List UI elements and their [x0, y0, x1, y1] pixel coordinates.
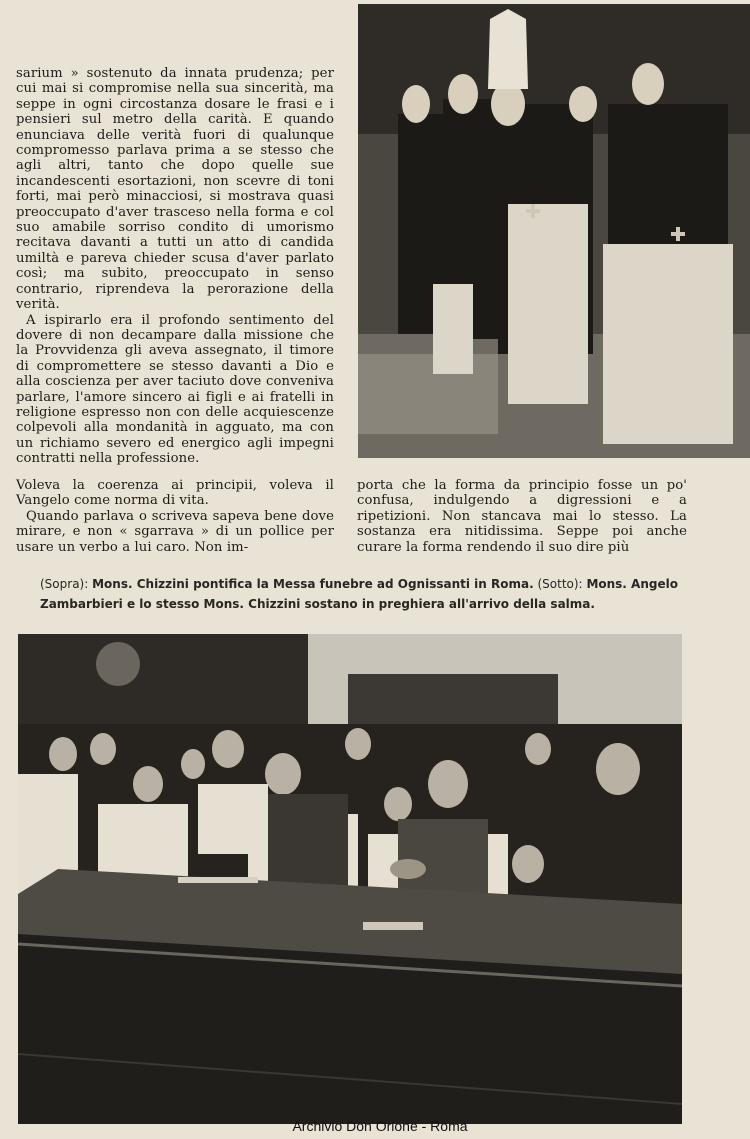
- caption-label-top: (Sopra):: [40, 577, 89, 591]
- article-paragraph: A ispirarlo era il profondo sentimento del dovere di non decampare dalla missione che la Provvidenza gli aveva assegnato, il timore di compromettere se stesso davanti a Dio e alla coscienza per aver taciuto dove conveniva parlare, l'amore sincero ai figli e ai fratelli in religione espresso non con delle acquiescenze colpevoli alla mondanità in agguato, ma con un richiamo severo ed energico agli impegni contratti nella professione.: [16, 312, 334, 467]
- photo-arrival-of-coffin: [18, 634, 682, 1124]
- caption-text-bottom: Mons. Angelo Zambarbieri e lo stesso Mons. Chizzini sostano in preghiera all'arrivo della salma.: [40, 577, 678, 611]
- article-paragraph: sarium » sostenuto da innata prudenza; per cui mai si compromise nella sua sincerità, ma seppe in ogni circostanza dosare le frasi e i pensieri sul metro della carità. E quando enunciava delle verità fuori di qualunque compromesso parlava prima a se stesso che agli altri, tanto che dopo quelle sue incandescenti esortazioni, non scevre di toni forti, mai però minacciosi, si mostrava quasi preoccupato d'aver trasceso nella forma e col suo amabile sorriso condito di umorismo recitava davanti a tutti un atto di candida umiltà e pareva chieder scusa d'aver parlato così; ma subito, preoccupato in senso contrario, riprendeva la perorazione della verità.: [16, 66, 334, 313]
- article-paragraph: Quando parlava o scriveva sapeva bene dove mirare, e non « sgarrava » di un pollice per usare un verbo a lui caro. Non im-: [16, 508, 334, 555]
- article-column-left-bottom: [16, 478, 334, 555]
- caption-label-bottom: (Sotto):: [537, 577, 583, 591]
- archive-watermark: Archivio Don Orione - Roma: [292, 1118, 468, 1134]
- article-paragraph: porta che la forma da principio fosse un po' confusa, indulgendo a digressioni e a ripetizioni. Non stancava mai lo stesso. La sostanza era nitidissima. Seppe poi anche curare la forma rendendo il suo dire più: [357, 478, 687, 555]
- photo-caption: [40, 574, 680, 614]
- caption-text-top: Mons. Chizzini pontifica la Messa funebre ad Ognissanti in Roma.: [92, 577, 534, 591]
- article-column-left-top: [16, 66, 334, 467]
- article-paragraph: Voleva la coerenza ai principii, voleva il Vangelo come norma di vita.: [16, 478, 334, 509]
- photo-funeral-mass: [358, 4, 750, 458]
- article-column-right-bottom: [357, 478, 687, 555]
